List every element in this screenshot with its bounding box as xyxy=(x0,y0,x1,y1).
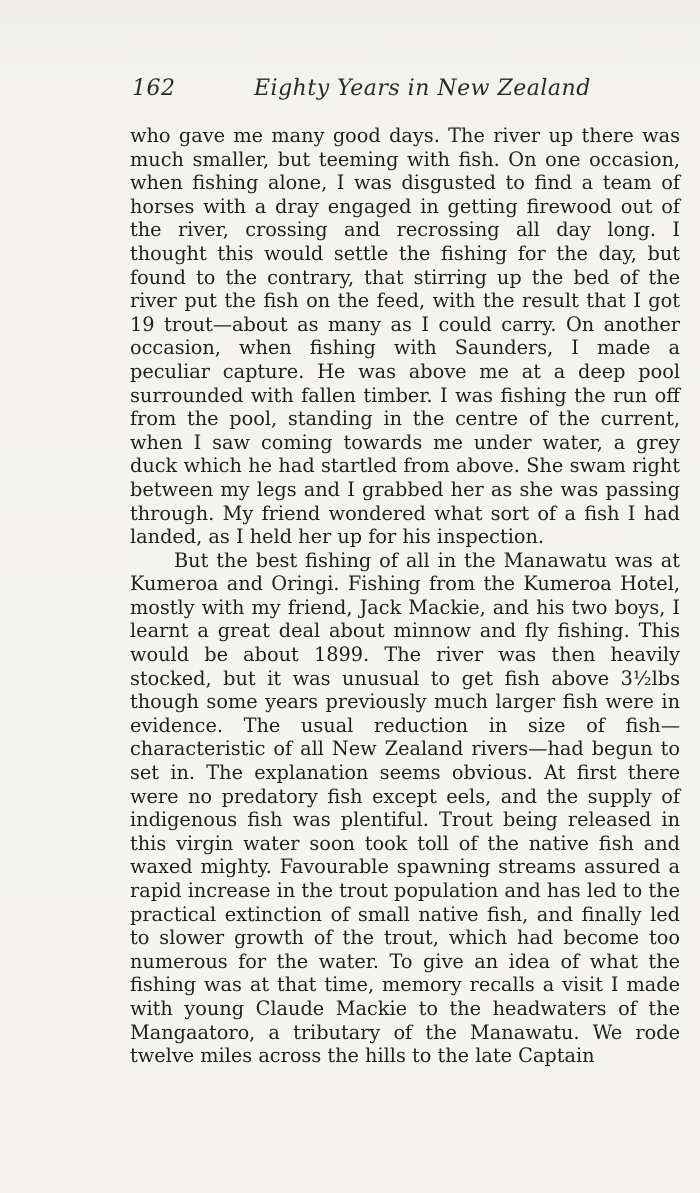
running-header xyxy=(132,76,680,108)
paragraph-1: who gave me many good days. The river up there was much smaller, but teeming with fish. On one occasion, when fishing alone, I was disgusted to find a team of horses with a dray engaged in getting firewood out of the river, crossing and recrossing all day long. I thought this would settle the fishing for the day, but found to the contrary, that stirring up the bed of the river put the fish on the feed, with the result that I got 19 trout—about as many as I could carry. On another occasion, when fishing with Saunders, I made a peculiar capture. He was above me at a deep pool surrounded with fallen timber. I was fishing the run off from the pool, standing in the centre of the current, when I saw coming towards me under water, a grey duck which he had startled from above. She swam right between my legs and I grabbed her as she was passing through. My friend wondered what sort of a fish I had landed, as I held her up for his inspection. xyxy=(130,124,680,549)
page-number: 162 xyxy=(132,76,176,101)
paragraph-2: But the best fishing of all in the Manawatu was at Kumeroa and Oringi. Fishing from the Kumeroa Hotel, mostly with my friend, Jack Mackie, and his two boys, I learnt a great deal about minnow and fly fishing. This would be about 1899. The river was then heavily stocked, but it was unusual to get fish above 3½lbs though some years previously much larger fish were in evidence. The usual reduction in size of fish—characteristic of all New Zealand rivers—had begun to set in. The explanation seems obvious. At first there were no predatory fish except eels, and the supply of indigenous fish was plentiful. Trout being released in this virgin water soon took toll of the native fish and waxed mighty. Favourable spawning streams assured a rapid increase in the trout population and has led to the practical extinction of small native fish, and finally led to slower growth of the trout, which had become too numerous for the water. To give an idea of what the fishing was at that time, memory recalls a visit I made with young Claude Mackie to the headwaters of the Mangaatoro, a tributary of the Manawatu. We rode twelve miles across the hills to the late Captain xyxy=(130,548,680,1068)
body-text xyxy=(130,124,680,1068)
running-title: Eighty Years in New Zealand xyxy=(254,76,591,101)
